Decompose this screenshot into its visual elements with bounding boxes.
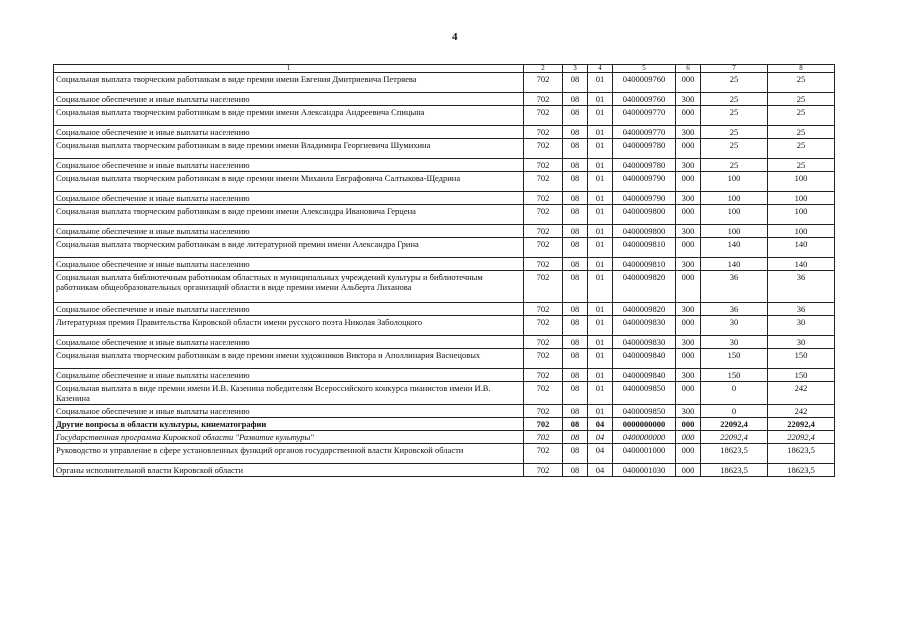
amount-cell: 25 (701, 139, 768, 159)
row-name-cell: Социальная выплата творческим работникам в виде премии имени художников Виктора и Аполлинария Васнецовых (54, 349, 524, 369)
amount-cell: 140 (768, 258, 835, 271)
expense-type-cell: 300 (676, 303, 701, 316)
expense-type-cell: 000 (676, 172, 701, 192)
table-row (54, 205, 835, 225)
expense-type-cell: 000 (676, 271, 701, 303)
row-name-cell: Социальное обеспечение и иные выплаты населению (54, 303, 524, 316)
column-header: 6 (676, 65, 701, 73)
amount-cell: 100 (768, 225, 835, 238)
expense-type-cell: 300 (676, 93, 701, 106)
amount-cell: 100 (768, 205, 835, 225)
amount-cell: 25 (768, 106, 835, 126)
row-name-cell: Социальное обеспечение и иные выплаты населению (54, 192, 524, 205)
table-row (54, 444, 835, 464)
expense-type-cell: 000 (676, 464, 701, 477)
subsection-cell: 01 (588, 73, 613, 93)
section-cell: 08 (563, 382, 588, 405)
expense-type-cell: 300 (676, 192, 701, 205)
expense-type-cell: 000 (676, 316, 701, 336)
target-code-cell: 0400009770 (613, 126, 676, 139)
table-row (54, 172, 835, 192)
code-cell: 702 (524, 93, 563, 106)
code-cell: 702 (524, 192, 563, 205)
amount-cell: 22092,4 (768, 431, 835, 444)
section-cell: 08 (563, 431, 588, 444)
expense-type-cell: 300 (676, 336, 701, 349)
row-name-cell: Социальное обеспечение и иные выплаты населению (54, 93, 524, 106)
code-cell: 702 (524, 316, 563, 336)
amount-cell: 25 (701, 126, 768, 139)
row-name-cell: Социальное обеспечение и иные выплаты населению (54, 336, 524, 349)
target-code-cell: 0400009820 (613, 271, 676, 303)
amount-cell: 100 (701, 172, 768, 192)
target-code-cell: 0400009760 (613, 73, 676, 93)
amount-cell: 100 (701, 225, 768, 238)
target-code-cell: 0400001000 (613, 444, 676, 464)
section-cell: 08 (563, 106, 588, 126)
table-row (54, 303, 835, 316)
amount-cell: 150 (701, 349, 768, 369)
subsection-cell: 01 (588, 159, 613, 172)
amount-cell: 36 (701, 303, 768, 316)
table-row (54, 139, 835, 159)
row-name-cell: Социальное обеспечение и иные выплаты населению (54, 405, 524, 418)
table-row (54, 93, 835, 106)
expense-type-cell: 300 (676, 225, 701, 238)
target-code-cell: 0400009800 (613, 205, 676, 225)
table-row (54, 369, 835, 382)
amount-cell: 150 (768, 369, 835, 382)
table-row (54, 405, 835, 418)
section-cell: 08 (563, 303, 588, 316)
row-name-cell: Социальная выплата в виде премии имени И.В. Казенина победителям Всероссийского конкурса пианистов имени И.В. Казенина (54, 382, 524, 405)
code-cell: 702 (524, 139, 563, 159)
amount-cell: 100 (701, 192, 768, 205)
code-cell: 702 (524, 464, 563, 477)
table-row (54, 271, 835, 303)
row-name-cell: Социальная выплата творческим работникам в виде премии имени Александра Андреевича Спицына (54, 106, 524, 126)
target-code-cell: 0400009780 (613, 159, 676, 172)
subsection-cell: 04 (588, 464, 613, 477)
amount-cell: 25 (768, 139, 835, 159)
expense-type-cell: 300 (676, 258, 701, 271)
section-cell: 08 (563, 93, 588, 106)
section-cell: 08 (563, 369, 588, 382)
expense-type-cell: 300 (676, 369, 701, 382)
row-name-cell: Социальная выплата творческим работникам в виде премии имени Евгения Дмитриевича Петряева (54, 73, 524, 93)
target-code-cell: 0400001030 (613, 464, 676, 477)
section-cell: 08 (563, 316, 588, 336)
amount-cell: 30 (701, 316, 768, 336)
target-code-cell: 0400009830 (613, 336, 676, 349)
amount-cell: 22092,4 (701, 431, 768, 444)
section-cell: 08 (563, 126, 588, 139)
expense-type-cell: 000 (676, 139, 701, 159)
subsection-cell: 01 (588, 303, 613, 316)
amount-cell: 25 (768, 73, 835, 93)
code-cell: 702 (524, 225, 563, 238)
expense-type-cell: 000 (676, 382, 701, 405)
amount-cell: 242 (768, 405, 835, 418)
subsection-cell: 01 (588, 336, 613, 349)
table-body (54, 73, 835, 477)
subsection-cell: 04 (588, 444, 613, 464)
amount-cell: 140 (701, 238, 768, 258)
code-cell: 702 (524, 258, 563, 271)
amount-cell: 150 (768, 349, 835, 369)
header-row (54, 65, 835, 73)
code-cell: 702 (524, 418, 563, 431)
row-name-cell: Социальное обеспечение и иные выплаты населению (54, 225, 524, 238)
table-row (54, 73, 835, 93)
code-cell: 702 (524, 349, 563, 369)
target-code-cell: 0400009760 (613, 93, 676, 106)
table-row (54, 464, 835, 477)
target-code-cell: 0400009820 (613, 303, 676, 316)
target-code-cell: 0400009840 (613, 349, 676, 369)
code-cell: 702 (524, 126, 563, 139)
row-name-cell: Социальная выплата творческим работникам в виде премии имени Михаила Евграфовича Салтыкова-Щедрина (54, 172, 524, 192)
code-cell: 702 (524, 405, 563, 418)
row-name-cell: Социальное обеспечение и иные выплаты населению (54, 126, 524, 139)
amount-cell: 100 (701, 205, 768, 225)
amount-cell: 22092,4 (768, 418, 835, 431)
target-code-cell: 0400009780 (613, 139, 676, 159)
amount-cell: 30 (768, 336, 835, 349)
target-code-cell: 0400009800 (613, 225, 676, 238)
table-row (54, 159, 835, 172)
table-row (54, 126, 835, 139)
amount-cell: 25 (701, 93, 768, 106)
table-row (54, 431, 835, 444)
amount-cell: 22092,4 (701, 418, 768, 431)
expense-type-cell: 000 (676, 444, 701, 464)
subsection-cell: 01 (588, 192, 613, 205)
amount-cell: 18623,5 (701, 464, 768, 477)
row-name-cell: Органы исполнительной власти Кировской области (54, 464, 524, 477)
section-cell: 08 (563, 444, 588, 464)
target-code-cell: 0400009770 (613, 106, 676, 126)
expense-type-cell: 300 (676, 405, 701, 418)
row-name-cell: Руководство и управление в сфере установленных функций органов государственной власти Кировской области (54, 444, 524, 464)
row-name-cell: Социальная выплата творческим работникам в виде литературной премии имени Александра Грина (54, 238, 524, 258)
section-cell: 08 (563, 464, 588, 477)
amount-cell: 25 (768, 159, 835, 172)
subsection-cell: 01 (588, 126, 613, 139)
code-cell: 702 (524, 238, 563, 258)
subsection-cell: 01 (588, 225, 613, 238)
table-row (54, 258, 835, 271)
code-cell: 702 (524, 205, 563, 225)
subsection-cell: 01 (588, 405, 613, 418)
amount-cell: 18623,5 (768, 444, 835, 464)
table-row (54, 106, 835, 126)
subsection-cell: 01 (588, 382, 613, 405)
expense-type-cell: 000 (676, 73, 701, 93)
subsection-cell: 04 (588, 418, 613, 431)
target-code-cell: 0400009790 (613, 192, 676, 205)
target-code-cell: 0400009850 (613, 382, 676, 405)
subsection-cell: 01 (588, 369, 613, 382)
budget-table (53, 64, 835, 477)
expense-type-cell: 000 (676, 205, 701, 225)
expense-type-cell: 000 (676, 349, 701, 369)
table-row (54, 192, 835, 205)
expense-type-cell: 000 (676, 431, 701, 444)
subsection-cell: 01 (588, 93, 613, 106)
column-header: 3 (563, 65, 588, 73)
subsection-cell: 01 (588, 106, 613, 126)
target-code-cell: 0400009830 (613, 316, 676, 336)
expense-type-cell: 300 (676, 126, 701, 139)
target-code-cell: 0400009840 (613, 369, 676, 382)
code-cell: 702 (524, 106, 563, 126)
amount-cell: 25 (701, 106, 768, 126)
section-cell: 08 (563, 349, 588, 369)
subsection-cell: 01 (588, 238, 613, 258)
row-name-cell: Социальное обеспечение и иные выплаты населению (54, 258, 524, 271)
target-code-cell: 0000000000 (613, 418, 676, 431)
amount-cell: 100 (768, 172, 835, 192)
target-code-cell: 0400009790 (613, 172, 676, 192)
expense-type-cell: 000 (676, 418, 701, 431)
code-cell: 702 (524, 303, 563, 316)
subsection-cell: 01 (588, 271, 613, 303)
section-cell: 08 (563, 405, 588, 418)
section-cell: 08 (563, 238, 588, 258)
amount-cell: 242 (768, 382, 835, 405)
column-header: 5 (613, 65, 676, 73)
table-row (54, 418, 835, 431)
section-cell: 08 (563, 139, 588, 159)
target-code-cell: 0400009850 (613, 405, 676, 418)
subsection-cell: 01 (588, 172, 613, 192)
row-name-cell: Социальная выплата творческим работникам в виде премии имени Владимира Георгиевича Шумихина (54, 139, 524, 159)
expense-type-cell: 000 (676, 106, 701, 126)
table-row (54, 336, 835, 349)
row-name-cell: Социальное обеспечение и иные выплаты населению (54, 369, 524, 382)
amount-cell: 140 (768, 238, 835, 258)
row-name-cell: Государственная программа Кировской области "Развитие культуры" (54, 431, 524, 444)
code-cell: 702 (524, 431, 563, 444)
amount-cell: 30 (701, 336, 768, 349)
section-cell: 08 (563, 271, 588, 303)
code-cell: 702 (524, 382, 563, 405)
section-cell: 08 (563, 258, 588, 271)
section-cell: 08 (563, 73, 588, 93)
row-name-cell: Социальная выплата творческим работникам в виде премии имени Александра Ивановича Герцена (54, 205, 524, 225)
section-cell: 08 (563, 225, 588, 238)
table-row (54, 382, 835, 405)
subsection-cell: 01 (588, 258, 613, 271)
amount-cell: 36 (768, 271, 835, 303)
amount-cell: 25 (701, 73, 768, 93)
target-code-cell: 0400009810 (613, 238, 676, 258)
table-row (54, 238, 835, 258)
amount-cell: 150 (701, 369, 768, 382)
column-header: 4 (588, 65, 613, 73)
subsection-cell: 04 (588, 431, 613, 444)
subsection-cell: 01 (588, 205, 613, 225)
section-cell: 08 (563, 418, 588, 431)
amount-cell: 30 (768, 316, 835, 336)
expense-type-cell: 300 (676, 159, 701, 172)
table-row (54, 316, 835, 336)
section-cell: 08 (563, 192, 588, 205)
code-cell: 702 (524, 369, 563, 382)
code-cell: 702 (524, 271, 563, 303)
expense-type-cell: 000 (676, 238, 701, 258)
row-name-cell: Литературная премия Правительства Кировской области имени русского поэта Николая Заболоцкого (54, 316, 524, 336)
row-name-cell: Социальная выплата библиотечным работникам областных и муниципальных учреждений культуры и библиотечным работникам общеобразовательных организаций области в виде премии имени Альберта Лиханова (54, 271, 524, 303)
amount-cell: 25 (768, 93, 835, 106)
row-name-cell: Другие вопросы в области культуры, кинематографии (54, 418, 524, 431)
row-name-cell: Социальное обеспечение и иные выплаты населению (54, 159, 524, 172)
amount-cell: 0 (701, 382, 768, 405)
code-cell: 702 (524, 444, 563, 464)
section-cell: 08 (563, 159, 588, 172)
code-cell: 702 (524, 336, 563, 349)
amount-cell: 140 (701, 258, 768, 271)
column-header: 7 (701, 65, 768, 73)
amount-cell: 25 (768, 126, 835, 139)
amount-cell: 18623,5 (768, 464, 835, 477)
section-cell: 08 (563, 172, 588, 192)
section-cell: 08 (563, 336, 588, 349)
table-row (54, 225, 835, 238)
code-cell: 702 (524, 159, 563, 172)
subsection-cell: 01 (588, 349, 613, 369)
target-code-cell: 0400000000 (613, 431, 676, 444)
subsection-cell: 01 (588, 139, 613, 159)
amount-cell: 25 (701, 159, 768, 172)
code-cell: 702 (524, 73, 563, 93)
section-cell: 08 (563, 205, 588, 225)
amount-cell: 100 (768, 192, 835, 205)
table-row (54, 349, 835, 369)
amount-cell: 36 (768, 303, 835, 316)
column-header: 2 (524, 65, 563, 73)
subsection-cell: 01 (588, 316, 613, 336)
amount-cell: 0 (701, 405, 768, 418)
code-cell: 702 (524, 172, 563, 192)
column-header: 1 (54, 65, 524, 73)
page-number: 4 (452, 31, 458, 43)
target-code-cell: 0400009810 (613, 258, 676, 271)
amount-cell: 18623,5 (701, 444, 768, 464)
column-header: 8 (768, 65, 835, 73)
amount-cell: 36 (701, 271, 768, 303)
